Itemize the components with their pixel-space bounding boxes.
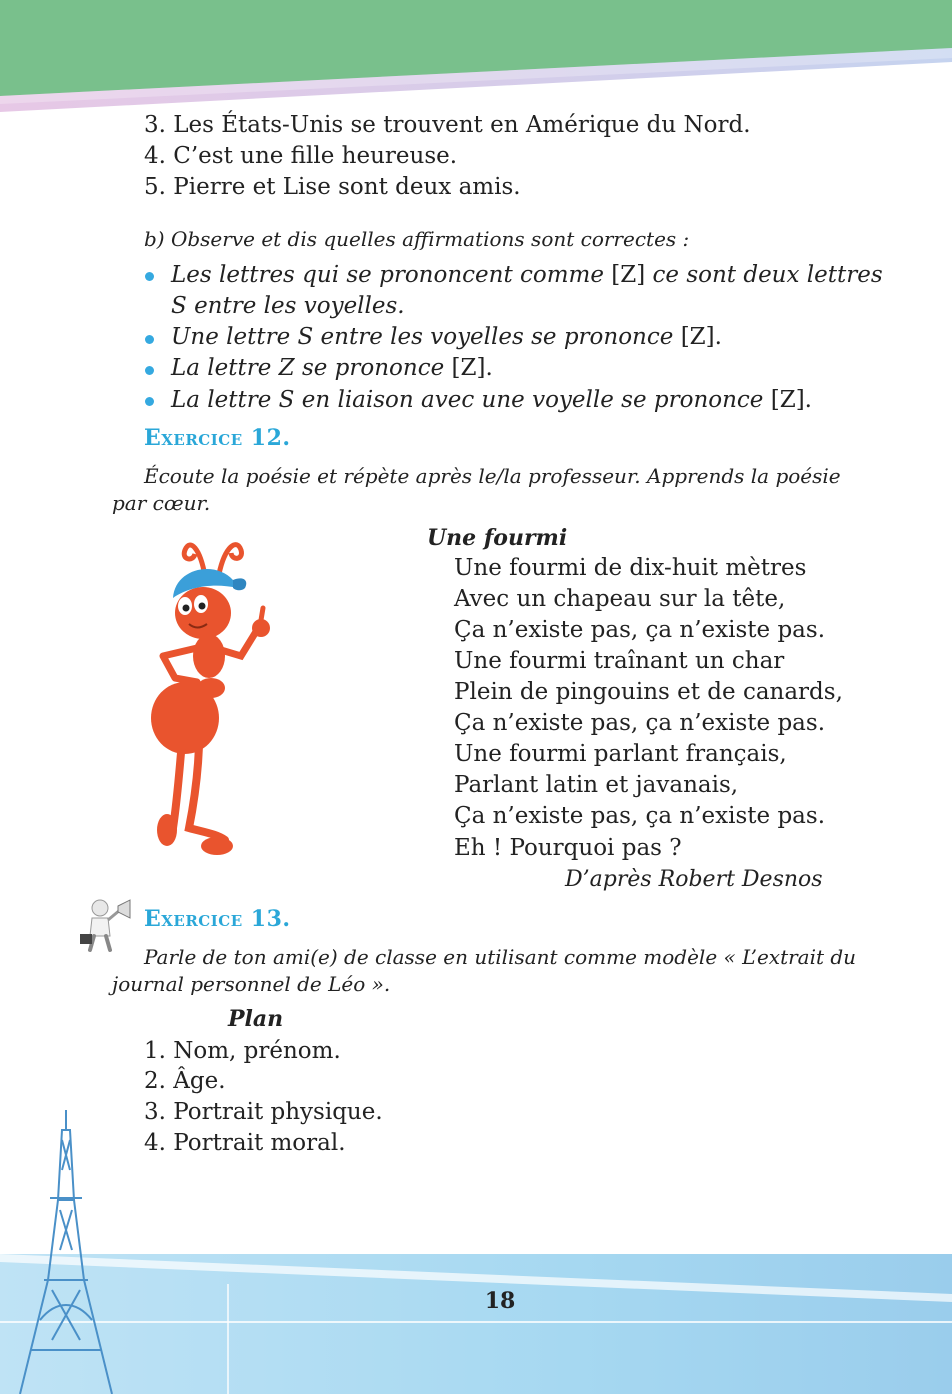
bullet-icon <box>145 335 154 344</box>
poem-line: Eh ! Pourquoi pas ? <box>454 835 682 861</box>
ant-mascot-illustration <box>145 528 285 866</box>
poem-title: Une fourmi <box>427 525 568 551</box>
part-b-prompt: b) Observe et dis quelles affirmations sont correctes : <box>144 227 690 251</box>
list-item: 4. C’est une fille heureuse. <box>144 143 458 169</box>
exercise-12-instruction-continuation: par cœur. <box>112 491 211 515</box>
exercise-13-instruction-continuation: journal personnel de Léo ». <box>112 972 391 996</box>
bullet-icon <box>145 272 154 281</box>
exercise-13-instruction: Parle de ton ami(e) de classe en utilisant comme modèle « L’extrait du <box>144 945 857 969</box>
poem-line: Ça n’existe pas, ça n’existe pas. <box>454 617 825 643</box>
bullet-item-continuation: S entre les voyelles. <box>171 293 405 319</box>
plan-item: 2. Âge. <box>144 1068 226 1094</box>
plan-item: 1. Nom, prénom. <box>144 1038 341 1064</box>
poem-line: Plein de pingouins et de canards, <box>454 679 843 705</box>
exercise-13-heading: Exercice 13. <box>144 906 291 932</box>
page-number: 18 <box>484 1288 516 1314</box>
plan-item: 4. Portrait moral. <box>144 1130 346 1156</box>
poem-line: Une fourmi traînant un char <box>454 648 785 674</box>
announcer-figure-icon <box>76 896 134 952</box>
bullet-item: La lettre Z se prononce [Z]. <box>171 355 493 381</box>
poem-line: Ça n’existe pas, ça n’existe pas. <box>454 710 825 736</box>
bullet-item: Les lettres qui se prononcent comme [Z] ce sont deux lettres <box>171 262 883 288</box>
eiffel-tower-illustration <box>0 1110 150 1394</box>
header-banner <box>0 0 952 120</box>
exercise-12-instruction: Écoute la poésie et répète après le/la professeur. Apprends la poésie <box>144 464 841 488</box>
bullet-icon <box>145 366 154 375</box>
list-item: 3. Les États-Unis se trouvent en Amérique du Nord. <box>144 112 751 138</box>
poem-line: Une fourmi parlant français, <box>454 741 787 767</box>
bullet-item: Une lettre S entre les voyelles se prononce [Z]. <box>171 324 722 350</box>
poem-author: D’après Robert Desnos <box>565 867 823 892</box>
poem-line: Avec un chapeau sur la tête, <box>454 586 786 612</box>
plan-title: Plan <box>228 1006 284 1032</box>
bullet-item: La lettre S en liaison avec une voyelle se prononce [Z]. <box>171 387 812 413</box>
bullet-icon <box>145 397 154 406</box>
poem-line: Parlant latin et javanais, <box>454 772 739 798</box>
list-item: 5. Pierre et Lise sont deux amis. <box>144 174 521 200</box>
exercise-12-heading: Exercice 12. <box>144 425 291 451</box>
plan-item: 3. Portrait physique. <box>144 1099 383 1125</box>
poem-line: Une fourmi de dix-huit mètres <box>454 555 807 581</box>
poem-line: Ça n’existe pas, ça n’existe pas. <box>454 803 825 829</box>
